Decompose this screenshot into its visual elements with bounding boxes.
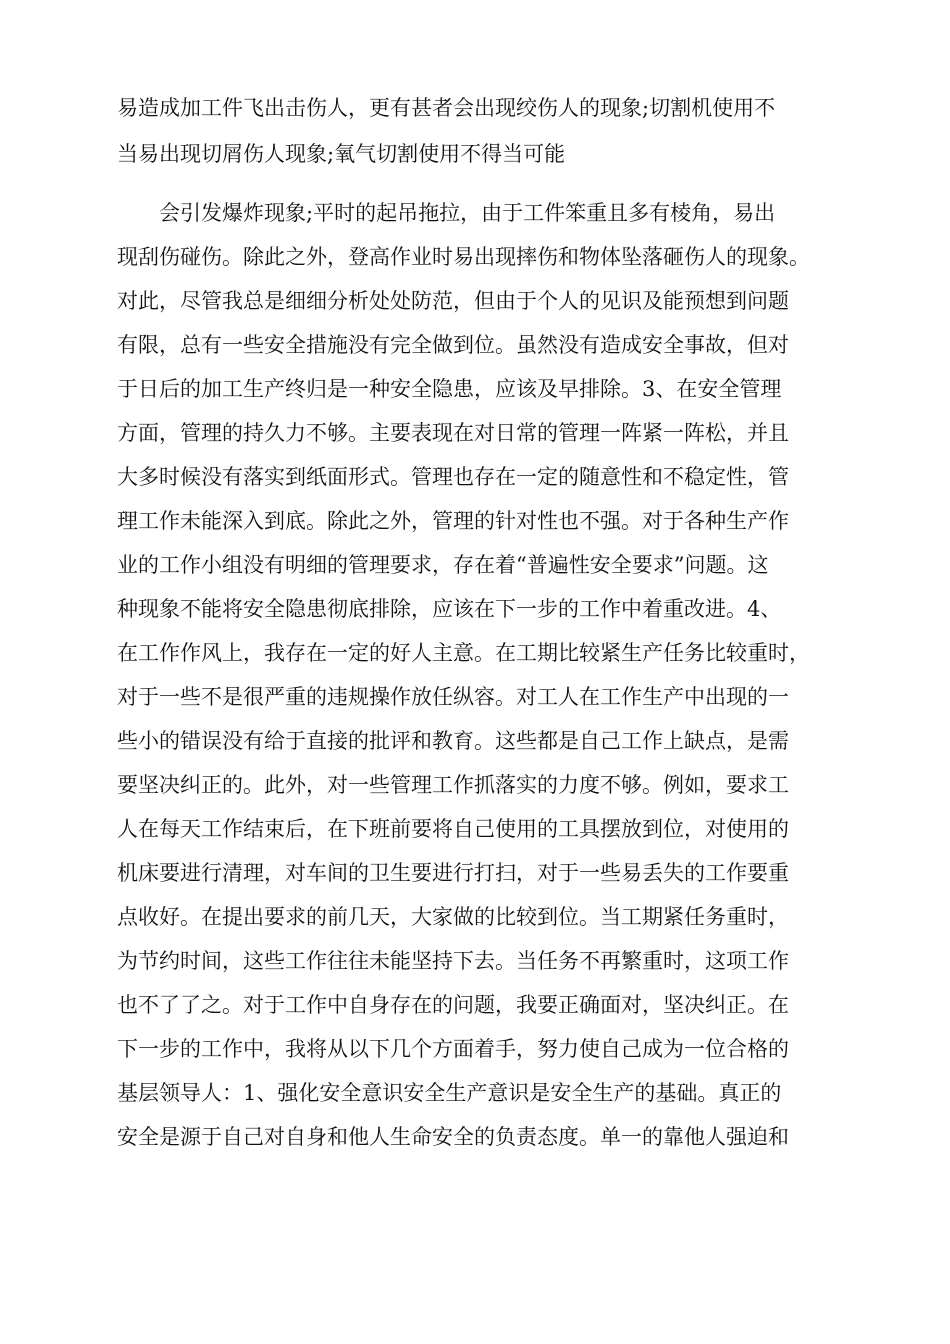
text-line-15: 些小的错误没有给于直接的批评和教育。这些都是自己工作上缺点，是需 xyxy=(117,729,789,753)
text-line-14: 对于一些不是很严重的违规操作放任纵容。对工人在工作生产中出现的一 xyxy=(117,685,789,709)
text-line-6: 有限，总有一些安全措施没有完全做到位。虽然没有造成安全事故，但对 xyxy=(117,333,789,357)
text-line-11: 业的工作小组没有明细的管理要求，存在着“普遍性安全要求”问题。这 xyxy=(117,553,769,577)
text-line-9: 大多时候没有落实到纸面形式。管理也存在一定的随意性和不稳定性，管 xyxy=(117,465,789,489)
text-line-4: 现刮伤碰伤。除此之外，登高作业时易出现摔伤和物体坠落砸伤人的现象。 xyxy=(117,245,810,269)
text-line-16: 要坚决纠正的。此外，对一些管理工作抓落实的力度不够。例如，要求工 xyxy=(117,773,789,797)
text-line-13: 在工作作风上，我存在一定的好人主意。在工期比较紧生产任务比较重时， xyxy=(117,641,810,665)
text-line-1: 易造成加工件飞出击伤人，更有甚者会出现绞伤人的现象;切割机使用不 xyxy=(117,96,776,120)
text-line-20: 为节约时间，这些工作往往未能坚持下去。当任务不再繁重时，这项工作 xyxy=(117,949,789,973)
text-line-10: 理工作未能深入到底。除此之外，管理的针对性也不强。对于各种生产作 xyxy=(117,509,789,533)
text-line-17: 人在每天工作结束后，在下班前要将自己使用的工具摆放到位，对使用的 xyxy=(117,817,789,841)
text-line-7: 于日后的加工生产终归是一种安全隐患，应该及早排除。3、在安全管理 xyxy=(117,377,782,401)
text-line-22: 下一步的工作中，我将从以下几个方面着手，努力使自己成为一位合格的 xyxy=(117,1037,789,1061)
text-line-19: 点收好。在提出要求的前几天，大家做的比较到位。当工期紧任务重时， xyxy=(117,905,789,929)
text-line-23: 基层领导人：1、强化安全意识安全生产意识是安全生产的基础。真正的 xyxy=(117,1081,782,1105)
text-line-24: 安全是源于自己对自身和他人生命安全的负责态度。单一的靠他人强迫和 xyxy=(117,1125,789,1149)
text-line-8: 方面，管理的持久力不够。主要表现在对日常的管理一阵紧一阵松，并且 xyxy=(117,421,789,445)
text-line-5: 对此，尽管我总是细细分析处处防范，但由于个人的见识及能预想到问题 xyxy=(117,289,789,313)
text-line-18: 机床要进行清理，对车间的卫生要进行打扫，对于一些易丢失的工作要重 xyxy=(117,861,789,885)
text-line-12: 种现象不能将安全隐患彻底排除，应该在下一步的工作中着重改进。4、 xyxy=(117,597,782,621)
text-line-21: 也不了了之。对于工作中自身存在的问题，我要正确面对，坚决纠正。在 xyxy=(117,993,789,1017)
paragraph-first-line: 会引发爆炸现象;平时的起吊拖拉，由于工件笨重且多有棱角，易出 xyxy=(159,201,776,225)
text-line-2: 当易出现切屑伤人现象;氧气切割使用不得当可能 xyxy=(117,142,566,166)
